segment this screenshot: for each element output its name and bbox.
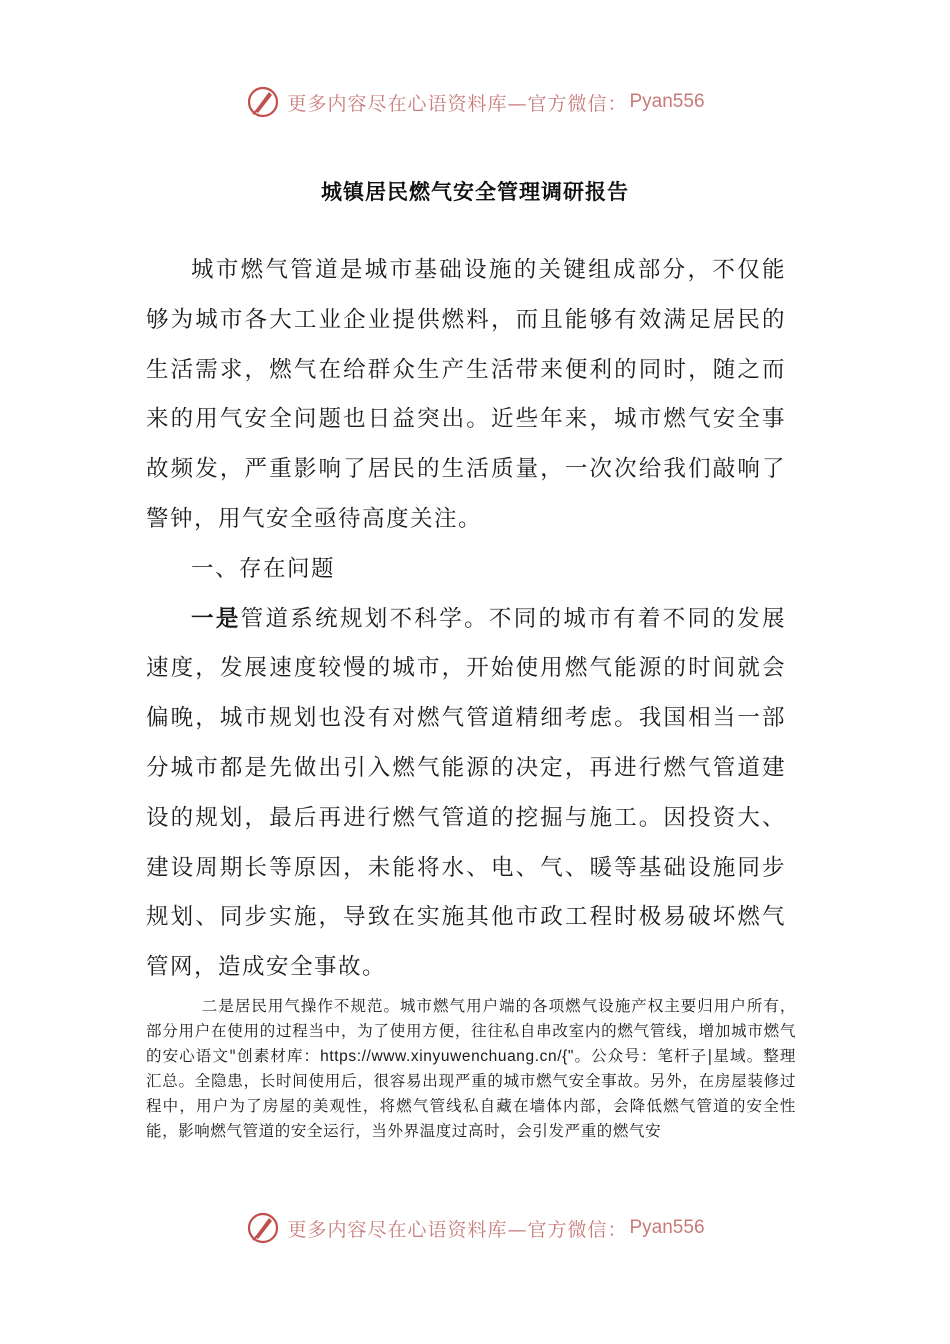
document-body-small bbox=[146, 994, 796, 1144]
banner-text: 更多内容尽在心语资料库—官方微信： bbox=[287, 1218, 628, 1241]
document-body bbox=[146, 246, 786, 993]
point-one-text: 管道系统规划不科学。不同的城市有着不同的发展速度，发展速度较慢的城市，开始使用燃气能源的时间就会偏晚，城市规划也没有对燃气管道精细考虑。我国相当一部分城市都是先做出引入燃气能源的决定，再进行燃气管道建设的规划，最后再进行燃气管道的挖掘与施工。因投资大、建设周期长等原因，未能将水、电、气、暖等基础设施同步规划、同步实施，导致在实施其他市政工程时极易破坏燃气管网，造成安全事故。 bbox=[146, 605, 786, 981]
quill-pen-logo-icon bbox=[245, 1210, 281, 1246]
footer-watermark-banner bbox=[0, 1206, 950, 1250]
point-one-lead: 一是 bbox=[191, 605, 241, 632]
point-two-paragraph bbox=[146, 994, 796, 1144]
banner-text: 更多内容尽在心语资料库—官方微信： bbox=[287, 92, 628, 115]
source-url-link[interactable]: https://www.xinyuwenchuang.cn/{" bbox=[320, 1047, 575, 1065]
wechat-id: Pyan556 bbox=[629, 1217, 705, 1238]
quill-pen-logo-icon bbox=[245, 84, 281, 120]
document-title: 城镇居民燃气安全管理调研报告 bbox=[321, 180, 629, 204]
section-heading: 一、存在问题 bbox=[191, 555, 336, 582]
point-two-text-b: 。公众号：笔杆子|星域。整理汇总。全隐患，长时间使用后，很容易出现严重的城市燃气安全事故。另外，在房屋装修过程中，用户为了房屋的美观性，将燃气管线私自藏在墙体内部，会降低燃气管道的安全性能，影响燃气管道的安全运行，当外界温度过高时，会引发严重的燃气安 bbox=[146, 1046, 796, 1140]
point-one-paragraph bbox=[146, 595, 786, 993]
intro-paragraph: 城市燃气管道是城市基础设施的关键组成部分，不仅能够为城市各大工业企业提供燃料，而且能够有效满足居民的生活需求，燃气在给群众生产生活带来便利的同时，随之而来的用气安全问题也日益突出。近些年来，城市燃气安全事故频发，严重影响了居民的生活质量，一次次给我们敲响了警钟，用气安全亟待高度关注。 bbox=[146, 257, 786, 532]
point-two-text-a: 二是居民用气操作不规范。城市燃气用户端的各项燃气设施产权主要归用户所有，部分用户在使用的过程当中，为了使用方便，往往私自串改室内的燃气管线，增加城市燃气的安心语文"创素材库： bbox=[146, 997, 796, 1065]
wechat-id: Pyan556 bbox=[629, 91, 705, 112]
header-watermark-banner bbox=[0, 80, 950, 124]
